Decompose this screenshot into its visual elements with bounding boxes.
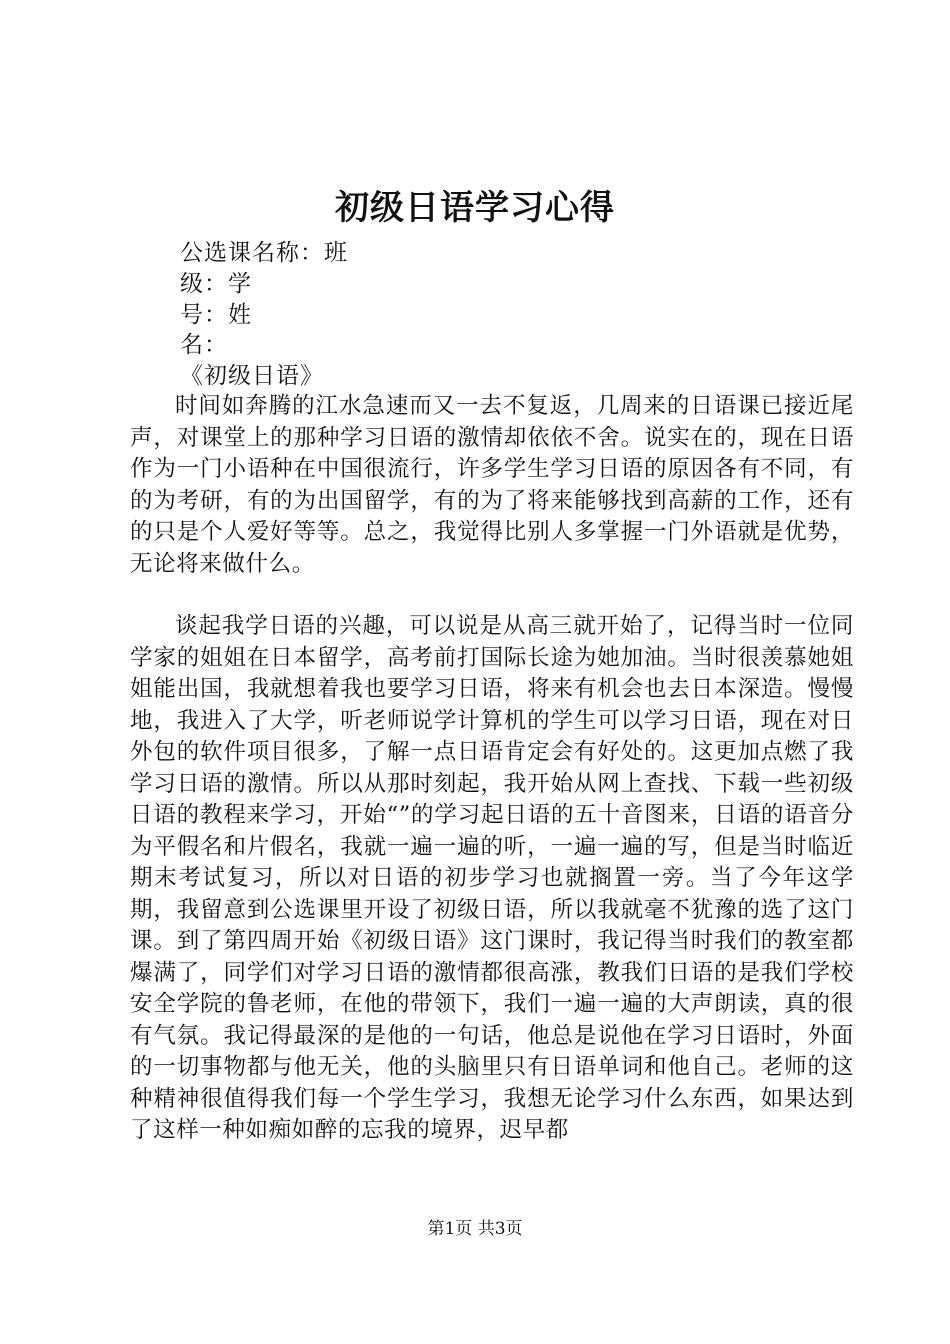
course-info-block — [180, 238, 348, 392]
document-body — [130, 391, 854, 1147]
course-info-line: 名： — [180, 332, 228, 359]
course-info-line: 公选课名称：班 — [180, 240, 348, 266]
course-info-line: 级：学 — [180, 270, 252, 297]
course-info-line: 号：姓 — [180, 301, 252, 328]
page-number-footer: 第1页 共3页 — [427, 1219, 523, 1239]
course-title-line: 《初级日语》 — [180, 363, 324, 390]
body-paragraph: 谈起我学日语的兴趣，可以说是从高三就开始了，记得当时一位同学家的姐姐在日本留学，高考前打国际长途为她加油。当时很羡慕她姐姐能出国，我就想着我也要学习日语，将来有机会也去日本深造。慢慢地，我进入了大学，听老师说学计算机的学生可以学习日语，现在对日外包的软件项目很多，了解一点日语肯定会有好处的。这更加点燃了我学习日语的激情。所以从那时刻起，我开始从网上查找、下载一些初级日语的教程来学习，开始“”的学习起日语的五十音图来，日语的语音分为平假名和片假名，我就一遍一遍的听，一遍一遍的写，但是当时临近期末考试复习，所以对日语的初步学习也就搁置一旁。当了今年这学期，我留意到公选课里开设了初级日语，所以我就毫不犹豫的选了这门课。到了第四周开始《初级日语》这门课时，我记得当时我们的教室都爆满了，同学们对学习日语的激情都很高涨，教我们日语的是我们学校安全学院的鲁老师，在他的带领下，我们一遍一遍的大声朗读，真的很有气氛。我记得最深的是他的一句话，他总是说他在学习日语时，外面的一切事物都与他无关，他的头脑里只有日语单词和他自己。老师的这种精神很值得我们每一个学生学习，我想无论学习什么东西，如果达到了这样一种如痴如醉的忘我的境界，迟早都 — [130, 613, 854, 1143]
document-title: 初级日语学习心得 — [335, 188, 615, 228]
body-paragraph: 时间如奔腾的江水急速而又一去不复返，几周来的日语课已接近尾声，对课堂上的那种学习日语的激情却依依不舍。说实在的，现在日语作为一门小语种在中国很流行，许多学生学习日语的原因各有不同，有的为考研，有的为出国留学，有的为了将来能够找到高薪的工作，还有的只是个人爱好等等。总之，我觉得比别人多掌握一门外语就是优势，无论将来做什么。 — [130, 393, 854, 577]
